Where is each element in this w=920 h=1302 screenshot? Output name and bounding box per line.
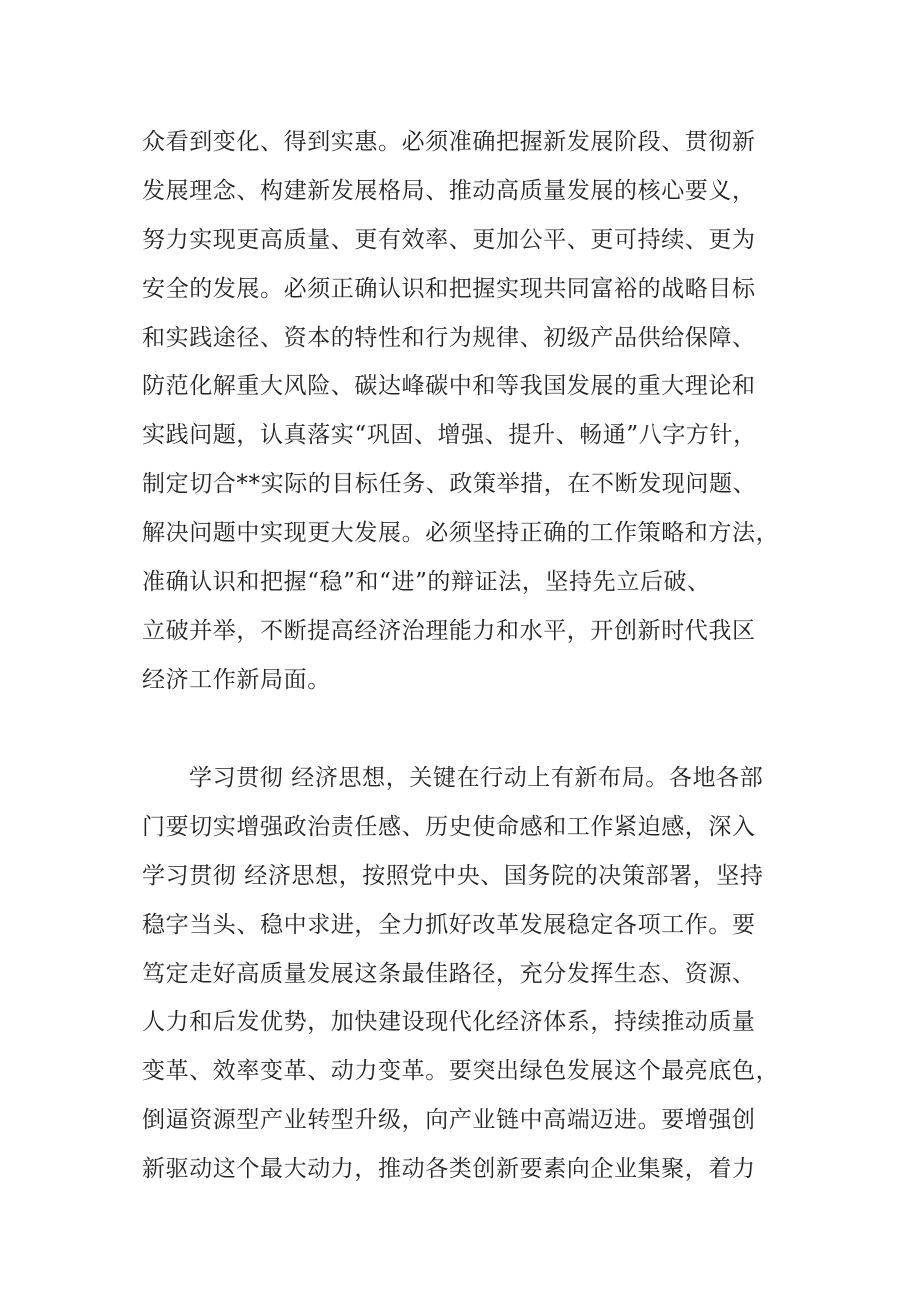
paragraph-line: 新驱动这个最大动力，推动各类创新要素向企业集聚，着力: [142, 1156, 756, 1183]
paragraph-line: 笃定走好高质量发展这条最佳路径，充分发挥生态、资源、: [142, 960, 756, 987]
paragraph-line: 经济工作新局面。: [142, 666, 331, 693]
paragraph-line: 实践问题，认真落实“巩固、增强、提升、畅通”八字方针，: [142, 422, 757, 449]
paragraph-line: 稳字当头、稳中求进，全力抓好改革发展稳定各项工作。要: [142, 911, 756, 938]
paragraph-line: 学习贯彻 经济思想，按照党中央、国务院的决策部署，坚持: [142, 862, 764, 889]
paragraph-line: 发展理念、构建新发展格局、推动高质量发展的核心要义，: [142, 177, 756, 204]
paragraph-line: 解决问题中实现更大发展。必须坚持正确的工作策略和方法，: [142, 520, 780, 547]
paragraph-line: 人力和后发优势，加快建设现代化经济体系，持续推动质量: [142, 1009, 756, 1036]
paragraph-2: [142, 754, 802, 1194]
paragraph-line: 准确认识和把握“稳”和“进”的辩证法，坚持先立后破、: [142, 569, 711, 596]
paragraph-line: 倒逼资源型产业转型升级，向产业链中高端迈进。要增强创: [142, 1107, 756, 1134]
paragraph-line: 立破并举，不断提高经济治理能力和水平，开创新时代我区: [142, 617, 756, 644]
paragraph-line: 学习贯彻 经济思想，关键在行动上有新布局。各地各部: [189, 765, 764, 791]
paragraph-line: 努力实现更高质量、更有效率、更加公平、更可持续、更为: [142, 226, 756, 253]
paragraph-line: 变革、效率变革、动力变革。要突出绿色发展这个最亮底色，: [142, 1058, 780, 1085]
paragraph-line: 防范化解重大风险、碳达峰碳中和等我国发展的重大理论和: [142, 373, 756, 400]
paragraph-line: 众看到变化、得到实惠。必须准确把握新发展阶段、贯彻新: [142, 129, 756, 155]
paragraph-line: 制定切合**实际的目标任务、政策举措，在不断发现问题、: [142, 471, 757, 498]
paragraph-line: 和实践途径、资本的特性和行为规律、初级产品供给保障、: [142, 324, 756, 351]
paragraph-line: 安全的发展。必须正确认识和把握实现共同富裕的战略目标: [142, 275, 756, 302]
paragraph-1: [142, 118, 802, 705]
paragraph-line: 门要切实增强政治责任感、历史使命感和工作紧迫感，深入: [142, 813, 756, 840]
